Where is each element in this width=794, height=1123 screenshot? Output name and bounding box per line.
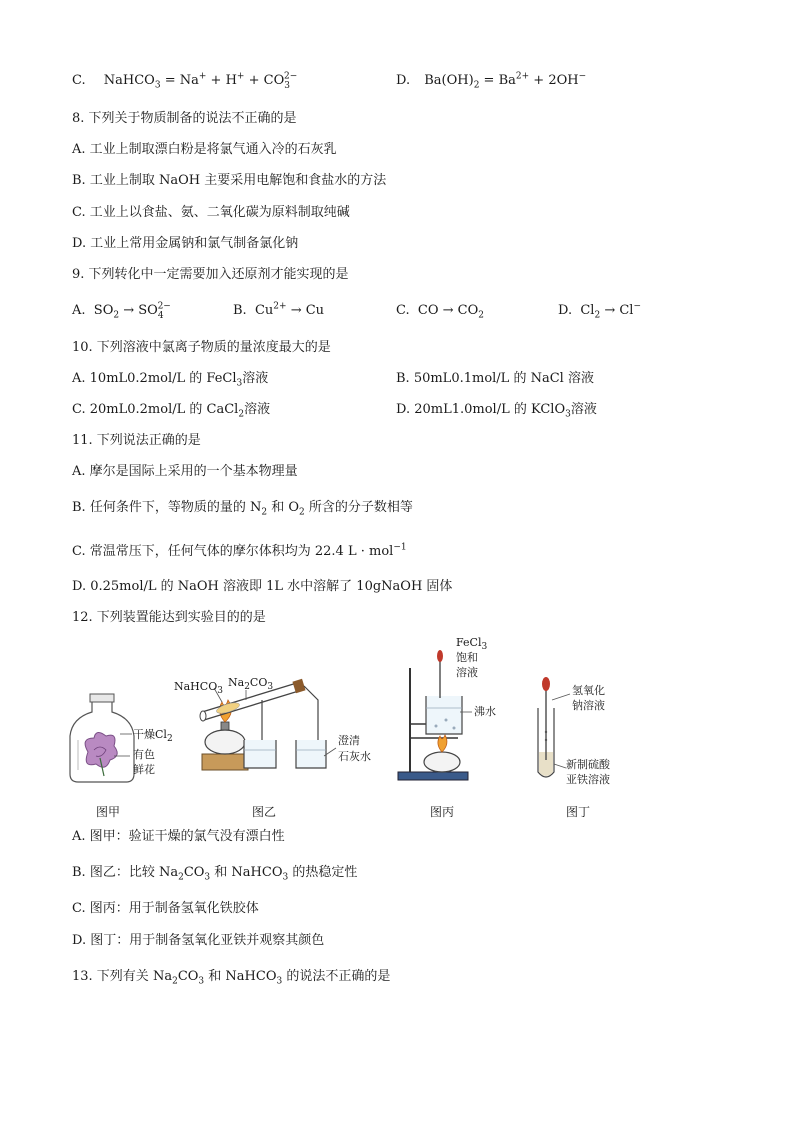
q8-option-c: C. 工业上以食盐、氨、二氧化碳为原料制取纯碱 <box>72 205 350 220</box>
fig-bing-lamp <box>424 735 460 772</box>
q11-option-c: C. 常温常压下，任何气体的摩尔体积均为 22.4 L · mol$^{-1}$ <box>72 542 407 559</box>
fig-bing-caption: 图丙 <box>430 805 455 819</box>
q8-stem: 8. 下列关于物质制备的说法不正确的是 <box>72 111 297 126</box>
q8-option-b: B. 工业上制取 NaOH 主要采用电解饱和食盐水的方法 <box>72 173 387 188</box>
fig-bing-label-fecl3: FeCl$_3$ <box>456 636 488 653</box>
fig-bing-label-boiling: 沸水 <box>474 705 496 718</box>
q10-option-d: D. 20mL1.0mol/L 的 KClO$_3$溶液 <box>396 402 597 420</box>
fig-yi-label-lime-1: 澄清 <box>338 734 360 747</box>
fig-ding-label-naoh-2: 钠溶液 <box>572 699 605 712</box>
fig-yi-label-lime-2: 石灰水 <box>338 750 371 763</box>
q7-option-c-label: C. <box>72 73 86 88</box>
q12-option-a: A. 图甲：验证干燥的氯气没有漂白性 <box>72 829 285 844</box>
q13-stem: 13. 下列有关 $Na_2CO_3$ 和 NaHCO$_3$ 的说法不正确的是 <box>72 969 391 987</box>
q12-option-d: D. 图丁：用于制备氢氧化亚铁并观察其颜色 <box>72 933 325 948</box>
fig-ding-label-feso4-1: 新制硫酸 <box>566 758 610 771</box>
q12-option-c: C. 图丙：用于制备氢氧化铁胶体 <box>72 901 259 916</box>
fig-ding-label-feso4-2: 亚铁溶液 <box>566 773 610 786</box>
q9-stem: 9. 下列转化中一定需要加入还原剂才能实现的是 <box>72 267 349 282</box>
q10-option-a: A. 10mL0.2mol/L 的 FeCl$_3$溶液 <box>72 371 269 389</box>
fig-yi-caption: 图乙 <box>252 805 277 819</box>
fig-bing-label-sat-2: 溶液 <box>456 666 478 679</box>
q7-option-d-label: D. <box>396 73 411 88</box>
q7-option-c-formula: NaHCO$_3$ = $Na^+ + H^+ + CO_3^{2-}$ <box>103 71 298 91</box>
q12-stem: 12. 下列装置能达到实验目的的是 <box>72 610 266 625</box>
fig-ding-label-naoh-1: 氢氧化 <box>572 684 605 697</box>
q10-stem: 10. 下列溶液中氯离子物质的量浓度最大的是 <box>72 340 331 355</box>
q7-option-d-formula: $Ba(OH)_2 = Ba^{2+} + 2OH^-$ <box>424 71 587 91</box>
fig-jia-label-dry-cl2: 干燥$Cl_2$ <box>133 728 173 745</box>
fig-jia-caption: 图甲 <box>96 805 121 819</box>
fig-yi-beakers <box>244 740 326 768</box>
q8-option-a: A. 工业上制取漂白粉是将氯气通入冷的石灰乳 <box>72 142 337 157</box>
q12-option-b: B. 图乙：比较 $Na_2CO_3$ 和 NaHCO$_3$ 的热稳定性 <box>72 865 358 883</box>
fig-bing-label-sat-1: 饱和 <box>456 651 478 664</box>
fig-ding-caption: 图丁 <box>566 805 591 819</box>
q9-option-d: D. $Cl_2 \to Cl^-$ <box>558 301 642 321</box>
q9-option-a: A. $SO_2 \to SO_4^{2-}$ <box>72 301 171 321</box>
fig-jia-label-flower-2: 鲜花 <box>133 763 155 776</box>
q8-option-d: D. 工业上常用金属钠和氯气制备氯化钠 <box>72 236 299 251</box>
q10-option-b: B. 50mL0.1mol/L 的 NaCl 溶液 <box>396 371 594 386</box>
fig-ding-pointer-naoh <box>552 694 570 700</box>
q11-option-b: B. 任何条件下，等物质的量的 $N_2$ 和 $O_2$ 所含的分子数相等 <box>72 500 413 518</box>
q11-option-a: A. 摩尔是国际上采用的一个基本物理量 <box>72 464 298 479</box>
q11-option-d: D. 0.25mol/L 的 NaOH 溶液即 1L 水中溶解了 10gNaOH 固体 <box>72 579 453 594</box>
fig-bing-beaker <box>426 696 462 734</box>
fig-ding-pointer-feso4 <box>554 764 566 768</box>
q10-option-c: C. 20mL0.2mol/L 的 CaCl$_2$溶液 <box>72 402 271 420</box>
q9-option-c: C. CO → $CO_2$ <box>396 303 484 321</box>
q9-option-b: B. $Cu^{2+} \to Cu$ <box>233 301 325 318</box>
fig-yi-label-na2co3: $Na_2CO_3$ <box>228 676 274 693</box>
fig-bing-dropper <box>437 650 443 698</box>
q11-stem: 11. 下列说法正确的是 <box>72 433 201 448</box>
fig-yi-label-nahco3: NaHCO$_3$ <box>174 680 223 697</box>
fig-jia-label-flower-1: 有色 <box>133 748 155 761</box>
